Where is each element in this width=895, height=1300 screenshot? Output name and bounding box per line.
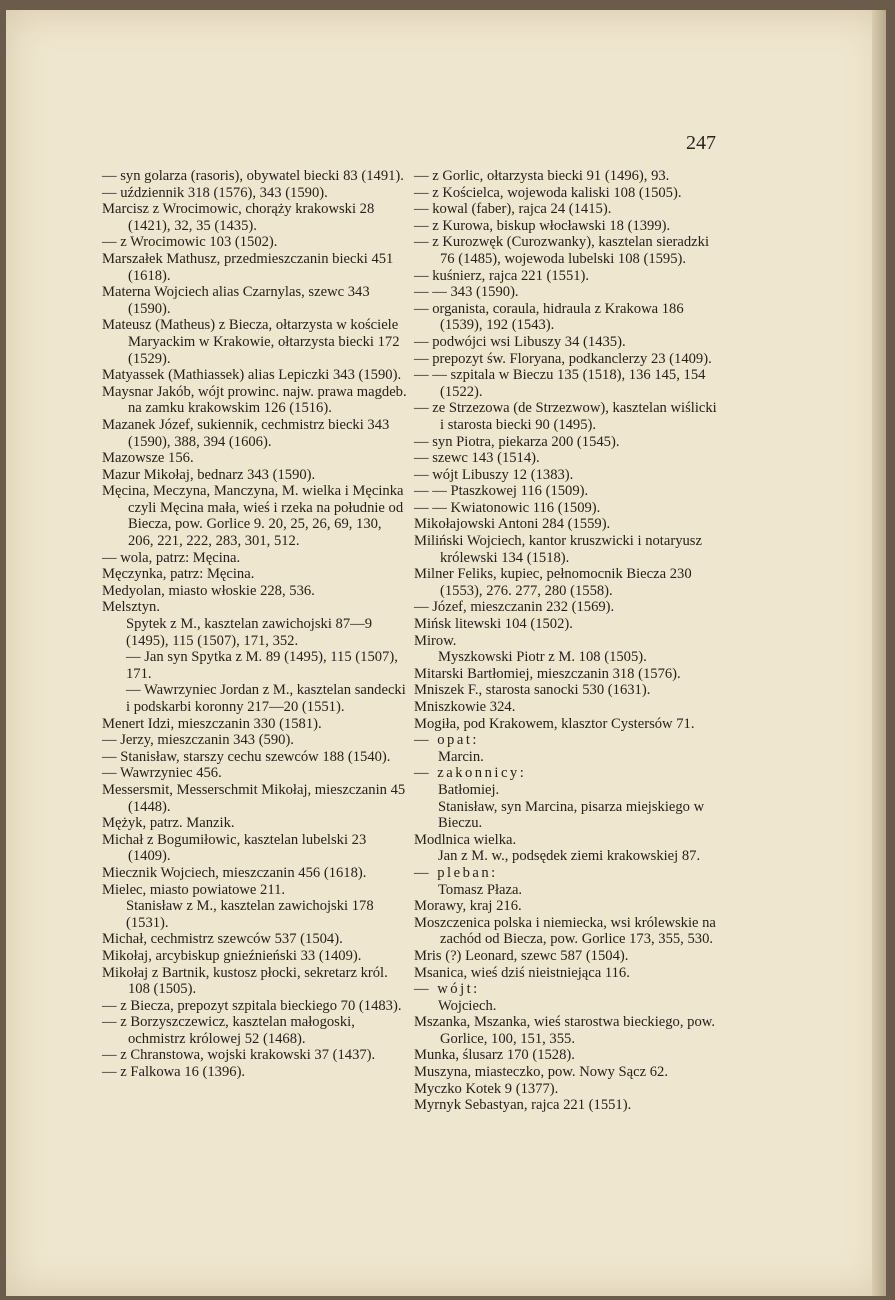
- index-entry: — prepozyt św. Floryana, podkanclerzy 23 (1409).: [414, 350, 712, 367]
- index-entry: Matyassek (Mathiassek) alias Lepiczki 343 (1590).: [102, 367, 402, 384]
- page-edge: [872, 10, 886, 1296]
- index-entry: — z Falkowa 16 (1396).: [102, 1064, 246, 1081]
- index-entry: Wojciech.: [438, 997, 497, 1014]
- index-entry: Mitarski Bartłomiej, mieszczanin 318 (1576).: [414, 665, 681, 682]
- index-entry: Mężyk, patrz. Manzik.: [102, 815, 235, 832]
- index-entry: Stanisław z M., kasztelan zawichojski 178 (1531).: [126, 898, 374, 931]
- index-entry: — — szpitala w Bieczu 135 (1518), 136 145, 154 (1522).: [414, 367, 706, 400]
- index-entry: Msanica, wieś dziś nieistniejąca 116.: [414, 964, 630, 981]
- book-page: [6, 10, 886, 1296]
- index-entry: Marcisz z Wrocimowic, chorąży krakowski 28 (1421), 32, 35 (1435).: [102, 201, 375, 234]
- index-entry: Tomasz Płaza.: [438, 881, 523, 898]
- index-column-right: [414, 168, 724, 1114]
- index-entry: Mikołajowski Antoni 284 (1559).: [414, 516, 611, 533]
- index-entry: Michał z Bogumiłowic, kasztelan lubelski 23 (1409).: [102, 831, 367, 865]
- index-entry: Spytek z M., kasztelan zawichojski 87—9 (1495), 115 (1507), 171, 352.: [126, 616, 373, 649]
- index-entry: Mielec, miasto powiatowe 211.: [102, 881, 286, 898]
- index-entry: Jan z M. w., podsędek ziemi krakowskiej 87.: [438, 848, 701, 865]
- index-entry: — Wawrzyniec Jordan z M., kasztelan sandecki i podskarbi koronny 217—20 (1551).: [126, 682, 406, 715]
- index-entry: — z Biecza, prepozyt szpitala bieckiego 70 (1483).: [102, 997, 402, 1014]
- index-entry: Mszanka, Mszanka, wieś starostwa bieckiego, pow. Gorlice, 100, 151, 355.: [414, 1014, 715, 1047]
- index-entry: Menert Idzi, mieszczanin 330 (1581).: [102, 715, 322, 732]
- index-entry: Marcin.: [438, 748, 484, 765]
- index-entry: — — Kwiatonowic 116 (1509).: [414, 499, 601, 516]
- index-entry: — pleban:: [414, 864, 498, 881]
- index-entry: — uździennik 318 (1576), 343 (1590).: [102, 184, 328, 201]
- index-entry: Michał, cechmistrz szewców 537 (1504).: [102, 931, 343, 948]
- index-entry: Messersmit, Messerschmit Mikołaj, mieszczanin 45 (1448).: [102, 781, 406, 815]
- index-entry: — zakonnicy:: [414, 765, 527, 782]
- index-entry: Muszyna, miasteczko, pow. Nowy Sącz 62.: [414, 1064, 668, 1081]
- index-entry: Medyolan, miasto włoskie 228, 536.: [102, 582, 315, 599]
- index-entry: Modlnica wielka.: [414, 831, 517, 848]
- index-entry: Maysnar Jakób, wójt prowinc. najw. prawa magdeb. na zamku krakowskim 126 (1516).: [102, 383, 407, 417]
- index-entry: — syn golarza (rasoris), obywatel biecki 83 (1491).: [102, 168, 404, 184]
- index-entry: — podwójci wsi Libuszy 34 (1435).: [414, 333, 626, 350]
- index-entry: Mikołaj, arcybiskup gnieźnieński 33 (1409).: [102, 947, 362, 964]
- index-entry: Męcina, Meczyna, Manczyna, M. wielka i Męcinka czyli Męcina mała, wieś i rzeka na południe od Biecza, pow. Gorlice 9. 20, 25, 26, 69, 130, 206, 221, 222, 283, 301, 512.: [102, 483, 404, 550]
- page-number: 247: [686, 132, 716, 154]
- index-entry: Materna Wojciech alias Czarnylas, szewc 343 (1590).: [102, 284, 370, 317]
- index-entry: Mazowsze 156.: [102, 450, 194, 467]
- index-entry: Mogiła, pod Krakowem, klasztor Cystersów 71.: [414, 715, 695, 732]
- index-entry: Mris (?) Leonard, szewc 587 (1504).: [414, 947, 629, 964]
- index-entry: Myczko Kotek 9 (1377).: [414, 1080, 559, 1097]
- index-entry: Mazanek Józef, sukiennik, cechmistrz biecki 343 (1590), 388, 394 (1606).: [102, 416, 390, 450]
- index-entry: — — Ptaszkowej 116 (1509).: [414, 483, 589, 500]
- index-entry: Stanisław, syn Marcina, pisarza miejskiego w Bieczu.: [438, 798, 705, 832]
- index-entry: Marszałek Mathusz, przedmieszczanin biecki 451 (1618).: [102, 250, 394, 284]
- index-entry: — syn Piotra, piekarza 200 (1545).: [414, 433, 620, 450]
- index-entry: Morawy, kraj 216.: [414, 898, 522, 915]
- index-column-left: [102, 168, 407, 1081]
- index-entry: — z Gorlic, ołtarzysta biecki 91 (1496), 93.: [414, 168, 670, 184]
- index-entry: Męczynka, patrz: Męcina.: [102, 566, 255, 583]
- index-entry: — opat:: [414, 732, 479, 749]
- index-entry: — z Kurowa, biskup włocławski 18 (1399).: [414, 217, 671, 234]
- index-entry: — kowal (faber), rajca 24 (1415).: [414, 201, 612, 218]
- index-entry: Moszczenica polska i niemiecka, wsi królewskie na zachód od Biecza, pow. Gorlice 173, 355, 530.: [414, 914, 716, 948]
- index-entry: Mniszek F., starosta sanocki 530 (1631).: [414, 682, 651, 699]
- index-entry: — — 343 (1590).: [414, 284, 519, 301]
- index-entry: — Jan syn Spytka z M. 89 (1495), 115 (1507), 171.: [126, 649, 398, 682]
- index-entry: Miliński Wojciech, kantor kruszwicki i notaryusz królewski 134 (1518).: [414, 533, 702, 566]
- index-entry: — wójt Libuszy 12 (1383).: [414, 466, 574, 483]
- index-entry: — z Borzyszczewicz, kasztelan małogoski, ochmistrz królowej 52 (1468).: [102, 1014, 355, 1047]
- index-entry: — Stanisław, starszy cechu szewców 188 (1540).: [102, 748, 391, 765]
- index-entry: Mirow.: [414, 632, 457, 649]
- index-entry: — wola, patrz: Męcina.: [102, 549, 241, 566]
- index-entry: — kuśnierz, rajca 221 (1551).: [414, 267, 590, 284]
- index-entry: Mazur Mikołaj, bednarz 343 (1590).: [102, 466, 316, 483]
- index-entry: Mateusz (Matheus) z Biecza, ołtarzysta w kościele Maryackim w Krakowie, ołtarzysta biecki 172 (1529).: [102, 317, 400, 367]
- index-entry: — z Kościelca, wojewoda kaliski 108 (1505).: [414, 184, 682, 201]
- index-entry: — organista, coraula, hidraula z Krakowa 186 (1539), 192 (1543).: [414, 300, 684, 334]
- index-entry: Myrnyk Sebastyan, rajca 221 (1551).: [414, 1097, 632, 1114]
- index-entry: — szewc 143 (1514).: [414, 450, 540, 467]
- index-entry: — ze Strzezowa (de Strzezwow), kasztelan wiślicki i starosta biecki 90 (1495).: [414, 400, 717, 433]
- index-entry: — z Kurozwęk (Curozwanky), kasztelan sieradzki 76 (1485), wojewoda lubelski 108 (1595).: [414, 234, 710, 267]
- index-entry: Munka, ślusarz 170 (1528).: [414, 1047, 575, 1064]
- index-entry: Batłomiej.: [438, 781, 500, 798]
- index-entry: Milner Feliks, kupiec, pełnomocnik Biecza 230 (1553), 276. 277, 280 (1558).: [414, 566, 692, 599]
- index-entry: Melsztyn.: [102, 599, 160, 616]
- index-entry: — z Chranstowa, wojski krakowski 37 (1437).: [102, 1047, 376, 1064]
- index-entry: Myszkowski Piotr z M. 108 (1505).: [438, 649, 647, 666]
- index-entry: Mikołaj z Bartnik, kustosz płocki, sekretarz król. 108 (1505).: [102, 964, 388, 998]
- index-entry: — Jerzy, mieszczanin 343 (590).: [102, 732, 294, 749]
- index-entry: Mińsk litewski 104 (1502).: [414, 616, 573, 633]
- index-entry: — z Wrocimowic 103 (1502).: [102, 234, 278, 251]
- index-entry: — wójt:: [414, 981, 480, 998]
- index-entry: — Józef, mieszczanin 232 (1569).: [414, 599, 615, 616]
- index-entry: — Wawrzyniec 456.: [102, 765, 222, 782]
- index-entry: Mniszkowie 324.: [414, 699, 516, 715]
- index-entry: Miecznik Wojciech, mieszczanin 456 (1618).: [102, 864, 367, 881]
